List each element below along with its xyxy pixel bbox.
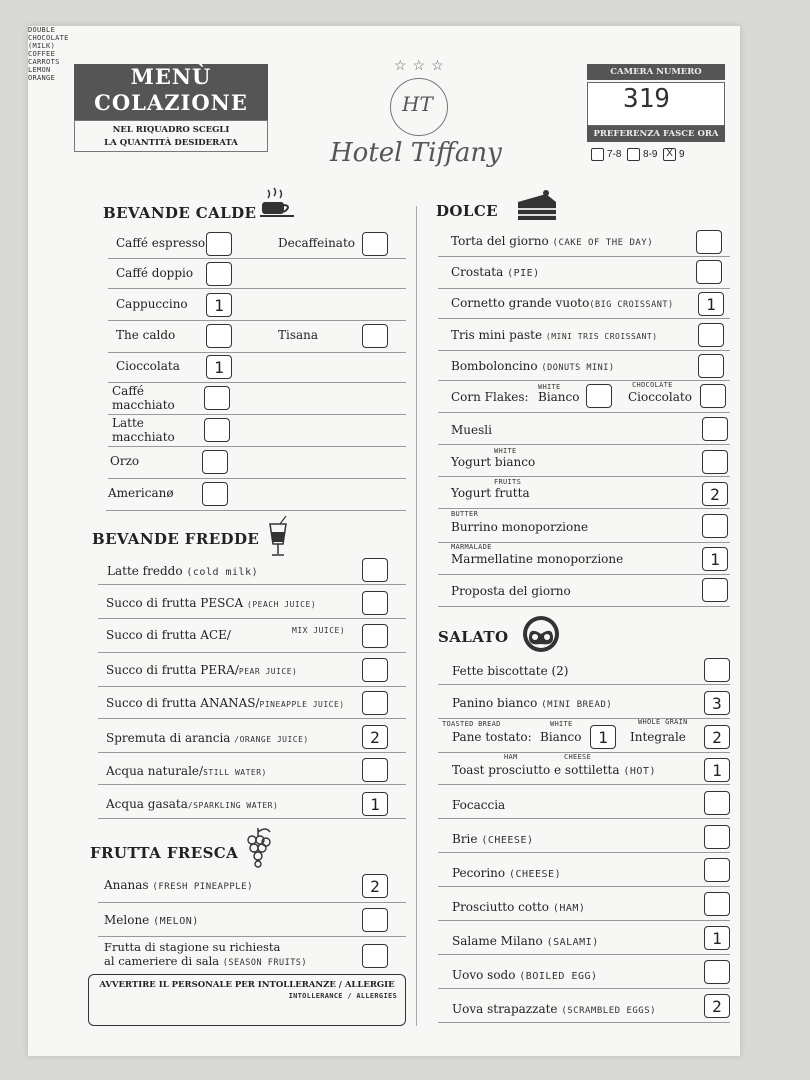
time-7-8-label: 7-8 [607,149,622,161]
item-crostata-label: Crostata [451,265,504,279]
note-ham: HAM [504,753,518,761]
qty-box-muesli[interactable] [702,417,728,441]
time-8-9-label: 8-9 [643,149,658,161]
note-carrots-lemon-orange: CARROTS LEMON ORANGE [28,58,60,82]
item-prosciutto-cotto-note: (HAM) [552,903,586,914]
item-proposta-del-giorno: Proposta del giorno [451,584,571,598]
item-uova-strapazzate-label: Uova strapazzate [452,1002,558,1016]
item-latte-freddo-label: Latte freddo [107,564,183,578]
hotel-name: Hotel Tiffany [330,138,502,168]
qty-box-fette-biscottate[interactable] [704,658,730,682]
qty-box-yogurt-bianco[interactable] [702,450,728,474]
item-cioccolata: Cioccolata [116,359,180,373]
row-divider [438,784,730,785]
qty-box-succo-ace[interactable] [362,624,388,648]
cocktail-glass-icon [266,516,290,558]
item-corn-flakes: Corn Flakes: [451,390,529,404]
item-frutta-stagione-note: (SEASON FRUITS) [222,958,308,968]
row-divider [438,288,730,289]
row-divider [438,988,730,989]
row-divider [438,920,730,921]
row-divider [108,446,406,447]
item-ananas-label: Ananas [104,878,149,892]
section-title-dolce: DOLCE [436,202,498,220]
row-divider [108,478,406,479]
row-divider [438,886,730,887]
item-succo-pesca-note: (PEACH JUICE) [247,600,317,609]
qty-box-bomboloncino[interactable] [698,354,724,378]
item-corn-flakes-cioccolato: Cioccolato [628,390,692,404]
item-uovo-sodo [452,968,598,982]
menu-title-line1: MENÙ [130,64,212,89]
item-succo-ananas [106,696,345,710]
note-milk: (MILK) [28,42,56,50]
row-divider [438,954,730,955]
row-divider [438,318,730,319]
item-succo-ace: Succo di frutta ACE/ [106,628,231,642]
time-9-label: 9 [679,149,685,161]
item-melone-label: Melone [104,913,150,927]
item-tris-mini-paste-note: (MINI TRIS CROISSANT) [545,332,658,341]
item-uovo-sodo-note: (BOILED EGG) [519,971,598,982]
item-spremuta-arancia-note: /ORANGE JUICE) [234,735,309,744]
qty-box-pecorino[interactable] [704,858,730,882]
item-acqua-gasata-note: /SPARKLING WATER) [187,801,279,810]
row-divider [98,718,406,719]
item-latte-macchiato: Latte [112,416,144,430]
menu-instructions-line1: NEL RIQUADRO SCEGLI [112,125,230,135]
item-tris-mini-paste [451,328,658,342]
row-divider [438,256,730,257]
item-uova-strapazzate-note: (SCRAMBLED EGGS) [561,1006,657,1016]
item-brie-label: Brie [452,832,478,846]
qty-box-cioccolata[interactable]: 1 [206,355,232,379]
item-succo-pera [106,663,297,677]
note-chocolate: CHOCOLATE [28,34,69,42]
camera-label: CAMERA NUMERO [587,64,725,80]
qty-box-uovo-sodo[interactable] [704,960,730,984]
item-bomboloncino-label: Bomboloncino [451,359,538,373]
qty-box-latte-macchiato[interactable] [204,418,230,442]
qty-box-succo-pesca[interactable] [362,591,388,615]
menu-title [74,64,268,120]
item-crostata-note: (PIE) [507,268,540,279]
item-frutta-stagione-label2: al cameriere di sala [104,954,220,968]
item-acqua-gasata [106,797,278,811]
qty-box-corn-flakes-bianco[interactable] [586,384,612,408]
item-crostata [451,265,540,279]
item-acqua-naturale [106,764,267,778]
qty-box-orzo[interactable] [202,450,228,474]
qty-box-pane-tostato-bianco[interactable]: 1 [590,725,616,749]
item-cappuccino: Cappuccino [116,297,188,311]
qty-box-tisana[interactable] [362,324,388,348]
note-mix-juice: MIX JUICE) [292,626,346,635]
item-toast-label: Toast prosciutto e sottiletta [452,763,620,777]
item-toast-note: (HOT) [623,766,656,777]
menu-title-line2: COLAZIONE [94,90,248,115]
note-marmalade: MARMALADE [451,543,492,551]
item-bomboloncino [451,359,615,373]
item-succo-pera-note: PEAR JUICE) [238,667,298,676]
item-prosciutto-cotto-label: Prosciutto cotto [452,900,549,914]
menu-instructions-line2: LA QUANTITÀ DESIDERATA [104,138,238,148]
qty-box-caffe-doppio[interactable] [206,262,232,286]
item-corn-flakes-bianco: Bianco [538,390,580,404]
qty-box-cappuccino[interactable]: 1 [206,293,232,317]
qty-box-corn-flakes-cioccolato[interactable] [700,384,726,408]
item-succo-pera-label: Succo di frutta PERA/ [106,663,239,677]
item-brie [452,832,534,846]
item-brie-note: (CHEESE) [481,835,534,846]
qty-box-americano[interactable] [202,482,228,506]
row-divider [98,686,406,687]
qty-box-frutta-stagione[interactable] [362,944,388,968]
note-toasted-bread: TOASTED BREAD [442,720,501,728]
item-salame-milano [452,934,599,948]
hotel-monogram: HT [402,92,433,116]
qty-box-latte-freddo[interactable] [362,558,388,582]
item-succo-pesca [106,596,316,610]
row-divider [438,508,730,509]
time-8-9-checkbox[interactable] [627,148,640,161]
row-divider [108,382,406,383]
item-toast [452,763,656,777]
note-double: DOUBLE [28,26,56,34]
row-divider [438,444,730,445]
qty-box-caffe-espresso[interactable] [206,232,232,256]
qty-box-melone[interactable] [362,908,388,932]
row-divider [98,784,406,785]
row-divider [98,936,406,937]
qty-box-torta-del-giorno[interactable] [696,230,722,254]
item-uova-strapazzate [452,1002,656,1016]
row-divider [438,1022,730,1023]
qty-box-the-caldo[interactable] [206,324,232,348]
qty-box-salame-milano[interactable]: 1 [704,926,730,950]
time-preference-options [591,148,685,161]
cake-slice-icon [516,190,558,222]
qty-box-ananas[interactable]: 2 [362,874,388,898]
section-title-frutta-fresca: FRUTTA FRESCA [90,844,239,862]
qty-box-spremuta-arancia[interactable]: 2 [362,725,388,749]
item-yogurt-bianco: Yogurt bianco [451,455,536,469]
note-white-yogurt: WHITE [494,447,517,455]
row-divider [438,606,730,607]
item-decaffeinato: Decaffeinato [278,236,355,250]
item-burrino: Burrino monoporzione [451,520,589,534]
row-divider [108,320,406,321]
item-acqua-naturale-note: STILL WATER) [203,768,267,777]
allergy-notice [88,974,406,1026]
qty-box-succo-ananas[interactable] [362,691,388,715]
item-ananas-note: (FRESH PINEAPPLE) [152,882,254,892]
item-melone-note: (MELON) [153,916,199,927]
item-acqua-naturale-label: Acqua naturale/ [106,764,204,778]
item-succo-ananas-label: Succo di frutta ANANAS/ [106,696,260,710]
qty-box-uova-strapazzate[interactable]: 2 [704,994,730,1018]
note-whole-grain: WHOLE GRAIN [638,718,688,726]
item-melone [104,913,199,927]
row-divider [98,752,406,753]
item-salame-milano-note: (SALAMI) [546,937,599,948]
section-title-bevande-calde: BEVANDE CALDE [103,204,257,222]
hotel-stars: ☆☆☆ [394,58,450,74]
time-preference-label: PREFERENZA FASCE ORA [587,126,725,142]
pretzel-icon [520,614,562,654]
item-salame-milano-label: Salame Milano [452,934,543,948]
row-divider [438,476,730,477]
item-cornetto-note: (BIG CROISSANT) [589,300,674,310]
time-7-8-checkbox[interactable] [591,148,604,161]
item-yogurt-frutta: Yogurt frutta [451,486,530,500]
item-tisana: Tisana [278,328,319,342]
row-divider [108,258,406,259]
item-pane-tostato-bianco: Bianco [540,730,582,744]
qty-box-pane-tostato-integrale[interactable]: 2 [704,725,730,749]
row-divider [98,584,406,585]
row-divider [98,652,406,653]
row-divider [438,818,730,819]
note-chocolate-cornflakes: CHOCOLATE [632,381,673,389]
item-cornetto-label: Cornetto grande vuoto [451,296,590,310]
row-divider [438,350,730,351]
item-cornetto [451,296,674,310]
row-divider [438,684,730,685]
row-divider [438,574,730,575]
item-americano: Americanø [108,486,174,500]
qty-box-prosciutto-cotto[interactable] [704,892,730,916]
qty-box-panino-bianco[interactable]: 3 [704,691,730,715]
room-panel [587,64,727,174]
item-pecorino-note: (CHEESE) [508,869,562,880]
qty-box-tris-mini-paste[interactable] [698,323,724,347]
item-fette-biscottate: Fette biscottate (2) [452,664,569,678]
item-ananas [104,878,253,892]
allergy-notice-line1: AVVERTIRE IL PERSONALE PER INTOLLERANZE / ALLERGIE [99,980,395,990]
qty-box-marmellatine[interactable]: 1 [702,547,728,571]
row-divider [438,412,730,413]
item-latte-freddo [107,564,258,578]
item-pecorino-label: Pecorino [452,866,506,880]
row-divider [438,852,730,853]
item-spremuta-arancia [106,731,309,745]
item-torta-del-giorno-note: (CAKE OF THE DAY) [552,238,654,248]
qty-box-acqua-gasata[interactable]: 1 [362,792,388,816]
allergy-notice-line2: INTOLLERANCE / ALLERGIES [288,992,397,1000]
row-divider [98,902,406,903]
item-pecorino [452,866,561,880]
item-acqua-gasata-label: Acqua gasata [106,797,188,811]
qty-box-burrino[interactable] [702,514,728,538]
item-pane-tostato-integrale: Integrale [630,730,686,744]
note-cheese: CHEESE [564,753,592,761]
item-panino-bianco-label: Panino bianco [452,696,538,710]
qty-box-brie[interactable] [704,825,730,849]
item-bomboloncino-note: (DONUTS MINI) [541,363,615,373]
qty-box-cornetto[interactable]: 1 [698,292,724,316]
section-title-bevande-fredde: BEVANDE FREDDE [92,530,260,548]
item-panino-bianco-note: (MINI BREAD) [541,700,613,710]
column-divider [416,206,417,1026]
item-pane-tostato: Pane tostato: [452,730,532,744]
note-coffee: COFFEE [28,50,56,58]
qty-box-toast[interactable]: 1 [704,758,730,782]
note-white-bread: WHITE [550,720,573,728]
item-marmellatine: Marmellatine monoporzione [451,552,624,566]
item-the-caldo: The caldo [116,328,176,342]
item-orzo: Orzo [110,454,140,468]
row-divider [98,818,406,819]
qty-box-yogurt-frutta[interactable]: 2 [702,482,728,506]
note-fruits: FRUITS [494,478,522,486]
item-latte-freddo-note: (cold milk) [186,567,259,578]
time-9-checkbox[interactable]: X [663,148,676,161]
qty-box-proposta-del-giorno[interactable] [702,578,728,602]
menu-instructions [74,120,268,152]
row-divider [108,414,406,415]
item-latte-macchiato-line2: macchiato [112,430,175,444]
item-torta-del-giorno-label: Torta del giorno [451,234,549,248]
item-succo-pesca-label: Succo di frutta PESCA [106,596,244,610]
item-spremuta-arancia-label: Spremuta di arancia [106,731,231,745]
item-caffe-espresso: Caffé espresso [116,236,206,250]
qty-box-decaffeinato[interactable] [362,232,388,256]
section-title-salato: SALATO [438,628,509,646]
item-panino-bianco [452,696,612,710]
item-uovo-sodo-label: Uovo sodo [452,968,516,982]
qty-box-caffe-macchiato[interactable] [204,386,230,410]
qty-box-focaccia[interactable] [704,791,730,815]
item-torta-del-giorno [451,234,653,248]
qty-box-crostata[interactable] [696,260,722,284]
item-caffe-macchiato: Caffé [112,384,144,398]
item-tris-mini-paste-label: Tris mini paste [451,328,543,342]
note-butter: BUTTER [451,510,479,518]
row-divider [108,352,406,353]
row-divider [108,288,406,289]
breakfast-order-form [28,26,740,1056]
row-divider [98,618,406,619]
room-number: 319 [623,84,670,114]
qty-box-acqua-naturale[interactable] [362,758,388,782]
item-frutta-stagione: Frutta di stagione su richiesta [104,940,281,954]
item-succo-ananas-note: PINEAPPLE JUICE) [259,700,345,709]
coffee-cup-icon [260,186,298,220]
row-divider [438,380,730,381]
item-muesli: Muesli [451,423,492,437]
row-divider [106,510,406,511]
item-caffe-doppio: Caffé doppio [116,266,194,280]
item-caffe-macchiato-line2: macchiato [112,398,175,412]
qty-box-succo-pera[interactable] [362,658,388,682]
item-focaccia: Focaccia [452,798,506,812]
item-frutta-stagione-line2 [104,954,307,968]
item-prosciutto-cotto [452,900,585,914]
grapes-icon [244,826,272,870]
note-white: WHITE [538,383,561,391]
